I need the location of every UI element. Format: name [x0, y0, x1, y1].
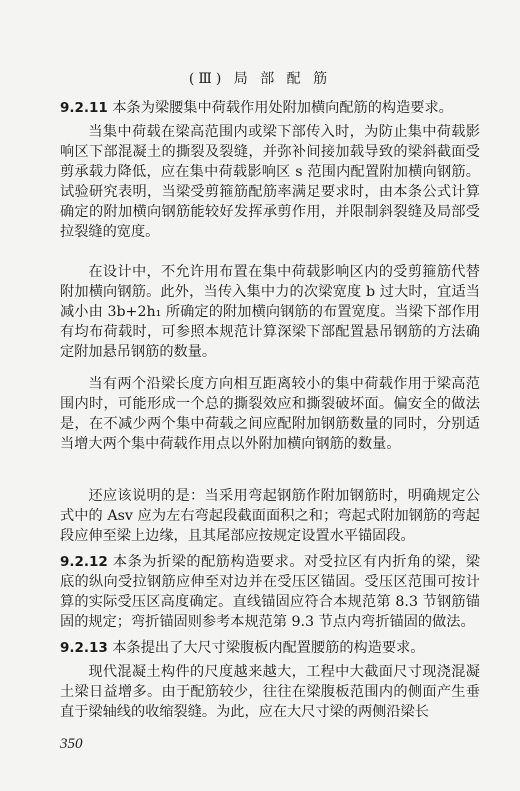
clause-number: 9.2.13	[60, 640, 108, 656]
paragraph: 现代混凝土构件的尺度越来越大，工程中大截面尺寸现浇混凝土梁日益增多。由于配筋较少，往往在梁腹板范围内的侧面产生垂直于梁轴线的收缩裂缝。为此，应在大尺寸梁的两侧沿梁长	[60, 664, 480, 720]
clause-9-2-11-intro	[60, 98, 480, 118]
clause-9-2-13	[60, 638, 480, 658]
paragraph: 在设计中，不允许用布置在集中荷载影响区内的受剪箍筋代替附加横向钢筋。此外，当传入集中力的次梁宽度 b 过大时，宜适当减小由 3b+2h₁ 所确定的附加横向钢筋的布置宽度。当梁下部作用有均布荷载时，可参照本规范计算深梁下部配置悬吊钢筋的方法确定附加悬吊钢筋的数量。	[60, 264, 480, 360]
clause-number: 9.2.11	[60, 100, 108, 116]
paragraph: 当有两个沿梁长度方向相互距离较小的集中荷载作用于梁高范围内时，可能形成一个总的撕裂效应和撕裂破坏面。偏安全的做法是，在不减少两个集中荷载之间应配附加钢筋数量的同时，分别适当增大两个集中荷载作用点以外附加横向钢筋的数量。	[60, 376, 480, 452]
clause-number: 9.2.12	[60, 554, 108, 570]
clause-text: 本条为折梁的配筋构造要求。对受拉区有内折角的梁，梁底的纵向受拉钢筋应伸至对边并在受压区锚固。受压区范围可按计算的实际受压区高度确定。直线锚固应符合本规范第 8.3 节钢筋锚固的规定；弯折锚固则参考本规范第 9.3 节点内弯折锚固的做法。	[60, 554, 480, 630]
clause-text: 本条提出了大尺寸梁腹板内配置腰筋的构造要求。	[107, 640, 425, 656]
page-number: 350	[60, 736, 83, 752]
paragraph: 还应该说明的是：当采用弯起钢筋作附加钢筋时，明确规定公式中的 Asv 应为左右弯起段截面面积之和；弯起式附加钢筋的弯起段应伸至梁上边缘，且其尾部应按规定设置水平锚固段。	[60, 488, 480, 544]
section-heading: (Ⅲ) 局 部 配 筋	[188, 71, 332, 87]
paragraph: 当集中荷载在梁高范围内或梁下部传入时，为防止集中荷载影响区下部混凝土的撕裂及裂缝，并弥补间接加载导致的梁斜截面受剪承载力降低，应在集中荷载影响区 s 范围内配置附加横向钢筋。试验研究表明，当梁受剪箍筋配筋率满足要求时，由本条公式计算确定的附加横向钢筋能较好发挥承剪作用，并限制斜裂缝及局部受拉裂缝的宽度。	[60, 124, 480, 240]
clause-9-2-12	[60, 552, 480, 632]
clause-text: 本条为梁腰集中荷载作用处附加横向配筋的构造要求。	[107, 100, 453, 116]
